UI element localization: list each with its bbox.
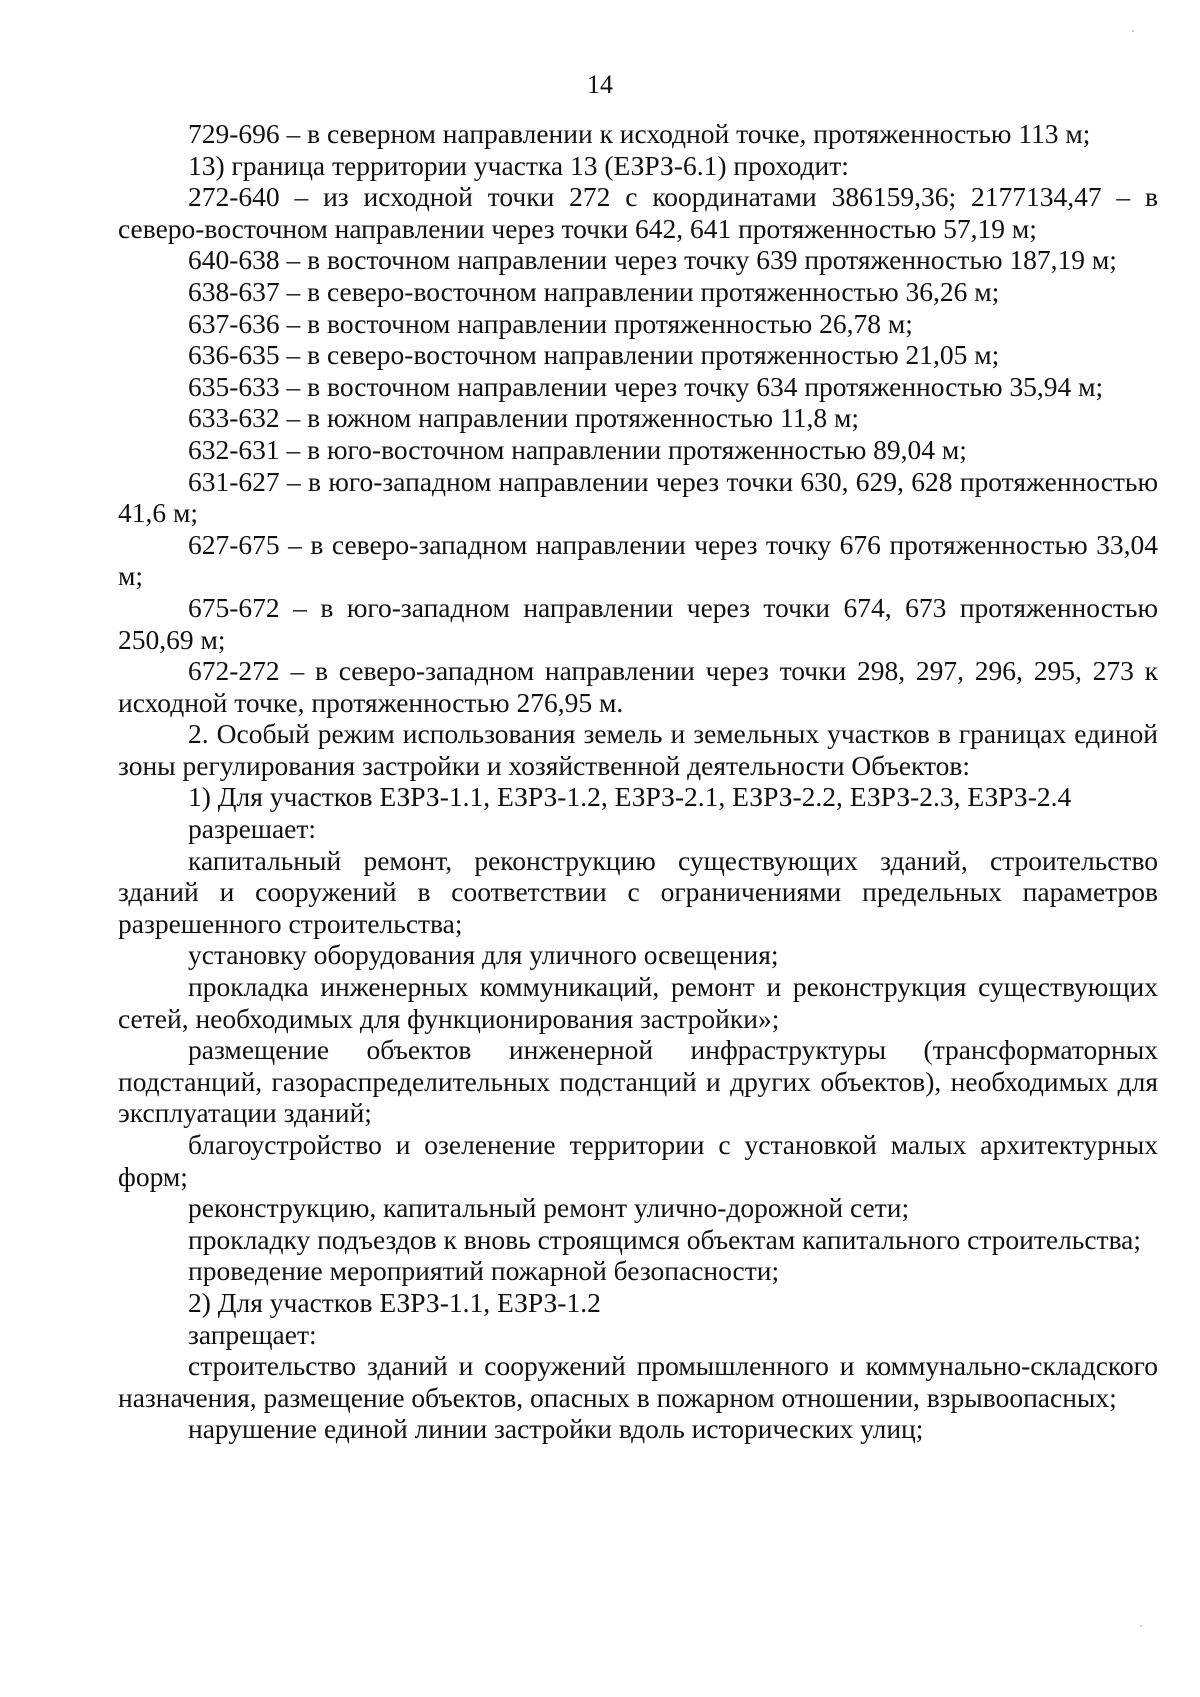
scan-artifact [1132, 30, 1134, 32]
document-body [118, 118, 1158, 1445]
page-number: 14 [587, 70, 613, 99]
paragraph: установку оборудования для уличного освещения; [188, 939, 779, 971]
paragraph: 627-675 – в северо-западном направлении через точку 676 протяженностью 33,04 м; [118, 528, 1158, 592]
paragraph: реконструкцию, капитальный ремонт улично-дорожной сети; [188, 1192, 910, 1224]
paragraph: 672-272 – в северо-западном направлении через точки 298, 297, 296, 295, 273 к исходной точке, протяженностью 276,95 м. [118, 655, 1158, 718]
paragraph: 2. Особый режим использования земель и земельных участков в границах единой зоны регулирования застройки и хозяйственной деятельности Объектов: [118, 718, 1158, 781]
paragraph: 2) Для участков ЕЗРЗ-1.1, ЕЗРЗ-1.2 [188, 1286, 601, 1318]
scan-artifact [1140, 1625, 1142, 1627]
paragraph: 675-672 – в юго-западном направлении через точки 674, 673 протяженностью 250,69 м; [118, 591, 1158, 655]
paragraph: благоустройство и озеленение территории с установкой малых архитектурных форм; [118, 1129, 1158, 1192]
paragraph: 638-637 – в северо-восточном направлении протяженностью 36,26 м; [188, 275, 1000, 307]
paragraph: размещение объектов инженерной инфраструктуры (трансформаторных подстанций, газораспределительных подстанций и других объектов), необходимых для эксплуатации зданий; [118, 1034, 1158, 1129]
paragraph: 729-696 – в северном направлении к исходной точке, протяженностью 113 м; [188, 118, 1091, 149]
paragraph: 636-635 – в северо-восточном направлении протяженностью 21,05 м; [188, 339, 1000, 371]
paragraph: 13) граница территории участка 13 (ЕЗРЗ-6.1) проходит: [188, 149, 849, 181]
paragraph: капитальный ремонт, реконструкцию существующих зданий, строительство зданий и сооружений в соответствии с ограничениями предельных параметров разрешенного строительства; [118, 844, 1158, 939]
paragraph: 272-640 – из исходной точки 272 с координатами 386159,36; 2177134,47 – в северо-восточном направлении через точки 642, 641 протяженностью 57,19 м; [118, 181, 1158, 244]
paragraph: разрешает: [188, 813, 317, 845]
paragraph: 631-627 – в юго-западном направлении через точки 630, 629, 628 протяженностью 41,6 м; [118, 465, 1158, 529]
paragraph: 635-633 – в восточном направлении через точку 634 протяженностью 35,94 м; [188, 370, 1104, 402]
paragraph: прокладку подъездов к вновь строящимся объектам капитального строительства; [188, 1223, 1142, 1255]
paragraph: прокладка инженерных коммуникаций, ремонт и реконструкция существующих сетей, необходимых для функционирования застройки»; [118, 971, 1158, 1034]
paragraph: запрещает: [188, 1318, 317, 1350]
paragraph: строительство зданий и сооружений промышленного и коммунально-складского назначения, размещение объектов, опасных в пожарном отношении, взрывоопасных; [118, 1350, 1158, 1413]
paragraph: 632-631 – в юго-восточном направлении протяженностью 89,04 м; [188, 433, 967, 465]
paragraph: 1) Для участков ЕЗРЗ-1.1, ЕЗРЗ-1.2, ЕЗРЗ-2.1, ЕЗРЗ-2.2, ЕЗРЗ-2.3, ЕЗРЗ-2.4 [188, 781, 1072, 813]
paragraph: 637-636 – в восточном направлении протяженностью 26,78 м; [188, 307, 913, 339]
paragraph: нарушение единой линии застройки вдоль исторических улиц; [188, 1413, 924, 1445]
paragraph: 633-632 – в южном направлении протяженностью 11,8 м; [188, 402, 859, 434]
paragraph: проведение мероприятий пожарной безопасности; [188, 1255, 780, 1287]
paragraph: 640-638 – в восточном направлении через точку 639 протяженностью 187,19 м; [188, 244, 1117, 276]
